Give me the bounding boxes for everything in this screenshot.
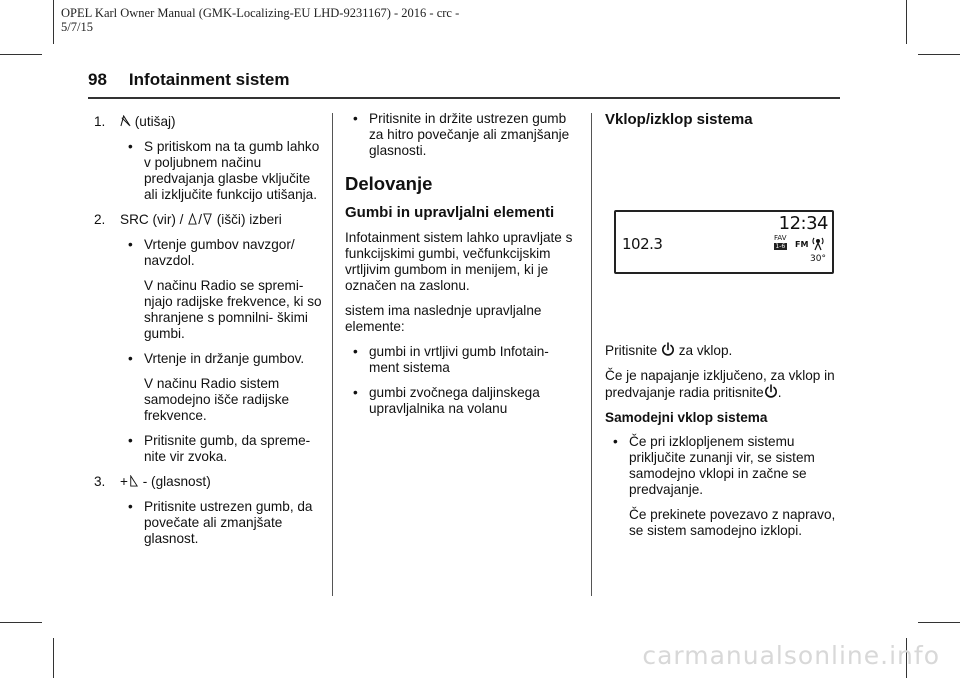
- crop-mark: [918, 54, 960, 55]
- section-subheading: Gumbi in upravljalni elementi: [345, 204, 555, 221]
- item-label: (utišaj): [134, 114, 176, 129]
- paragraph: Infotainment sistem lahko upravljate s funkcijskimi gumbi, večfunkcijskim vrtljivim gumbom in menijem, ki je označen na zaslonu.: [345, 230, 573, 293]
- column-divider: [591, 113, 592, 596]
- list-bullet: • Pritisnite gumb, da spreme- nite vir zvoka.: [120, 433, 326, 465]
- document-header: [61, 6, 459, 34]
- power-icon: [764, 384, 778, 399]
- crop-mark: [906, 0, 907, 44]
- bullet-detail: V načinu Radio se spremi- njajo radijske frekvence, ki so shranjene s pomnilni- škimi gumbi.: [144, 278, 322, 341]
- watermark: carmanualsonline.info: [642, 641, 940, 670]
- display-band: FM: [795, 240, 809, 249]
- item-number: 2.: [94, 212, 106, 227]
- display-frequency: 102.3: [622, 235, 663, 253]
- crop-mark: [53, 0, 54, 44]
- page-number: 98: [88, 70, 107, 89]
- header-date: 5/7/15: [61, 20, 93, 34]
- display-time: 12:34: [778, 213, 828, 234]
- crop-mark: [0, 54, 42, 55]
- paragraph-text: Pritisnite: [605, 343, 658, 358]
- heading-rule: [88, 97, 840, 99]
- bullet-detail: V načinu Radio sistem samodejno išče radijske frekvence.: [144, 376, 290, 423]
- list-bullet: • gumbi zvočnega daljinskega upravljalnika na volanu: [345, 385, 581, 417]
- column-divider: [332, 113, 333, 596]
- item-number: 3.: [94, 474, 106, 489]
- paragraph: [605, 368, 845, 401]
- section-heading: Delovanje: [345, 173, 433, 194]
- item-label: SRC (vir) /: [120, 212, 184, 227]
- paragraph: [605, 342, 845, 359]
- item-number: 1.: [94, 114, 106, 129]
- subsection-title: Samodejni vklop sistema: [605, 410, 768, 425]
- header-line: OPEL Karl Owner Manual (GMK-Localizing-EU LHD-9231167) - 2016 - crc -: [61, 6, 460, 20]
- item-separator: /: [198, 212, 202, 227]
- display-temperature: 30°: [810, 254, 826, 264]
- fav-label: FAV: [774, 234, 787, 242]
- paragraph: sistem ima naslednje upravljalne elemente:: [345, 303, 542, 334]
- item-label: +: [120, 474, 128, 489]
- list-bullet: • Vrtenje gumbov navzgor/ navzdol.: [120, 237, 326, 269]
- column-1: [94, 114, 326, 556]
- list-bullet: • S pritiskom na ta gumb lahko v poljubnem načinu predvajanja glasbe vključite ali izključite funkcijo utišanja.: [120, 139, 326, 203]
- bullet-detail: Če prekinete povezavo z napravo, se sistem samodejno izklopi.: [629, 507, 836, 538]
- list-bullet: • gumbi in vrtljivi gumb Infotain- ment sistema: [345, 344, 581, 376]
- fav-badge: 1-6: [775, 243, 786, 250]
- triangle-down-icon: [202, 213, 213, 225]
- crop-mark: [918, 622, 960, 623]
- crop-mark: [0, 622, 42, 623]
- column-2: [345, 111, 581, 426]
- list-bullet: • Pritisnite in držite ustrezen gumb za hitro povečanje ali zmanjšanje glasnosti.: [345, 111, 581, 159]
- page-title: Infotainment sistem: [128, 70, 290, 89]
- paragraph-text: Če je napajanje izključeno, za vklop in predvajanje radia pritisnite: [605, 368, 835, 400]
- section-heading: Vklop/izklop sistema: [605, 111, 753, 128]
- item-label: - (glasnost): [142, 474, 211, 489]
- list-bullet: • Pritisnite ustrezen gumb, da povečate ali zmanjšate glasnost.: [120, 499, 326, 547]
- list-item: [94, 474, 326, 490]
- power-icon: [661, 342, 675, 357]
- volume-icon: [128, 475, 139, 487]
- radio-display: [614, 210, 834, 274]
- display-fav: [774, 235, 787, 250]
- paragraph-text: za vklop.: [678, 343, 733, 358]
- list-item: [94, 212, 326, 228]
- list-item: [94, 114, 326, 130]
- page-heading: [88, 70, 290, 90]
- crop-mark: [53, 638, 54, 678]
- mute-icon: [120, 115, 131, 127]
- list-bullet: • Če pri izklopljenem sistemu priključite zunanji vir, se sistem samodejno vklopi in začne se predvajanje.: [605, 434, 845, 498]
- column-3: [605, 342, 845, 548]
- list-bullet: • Vrtenje in držanje gumbov.: [120, 351, 326, 367]
- paragraph-text: .: [777, 385, 782, 400]
- antenna-icon: [810, 235, 826, 251]
- item-label: (išči) izberi: [216, 212, 282, 227]
- triangle-up-icon: [187, 213, 198, 225]
